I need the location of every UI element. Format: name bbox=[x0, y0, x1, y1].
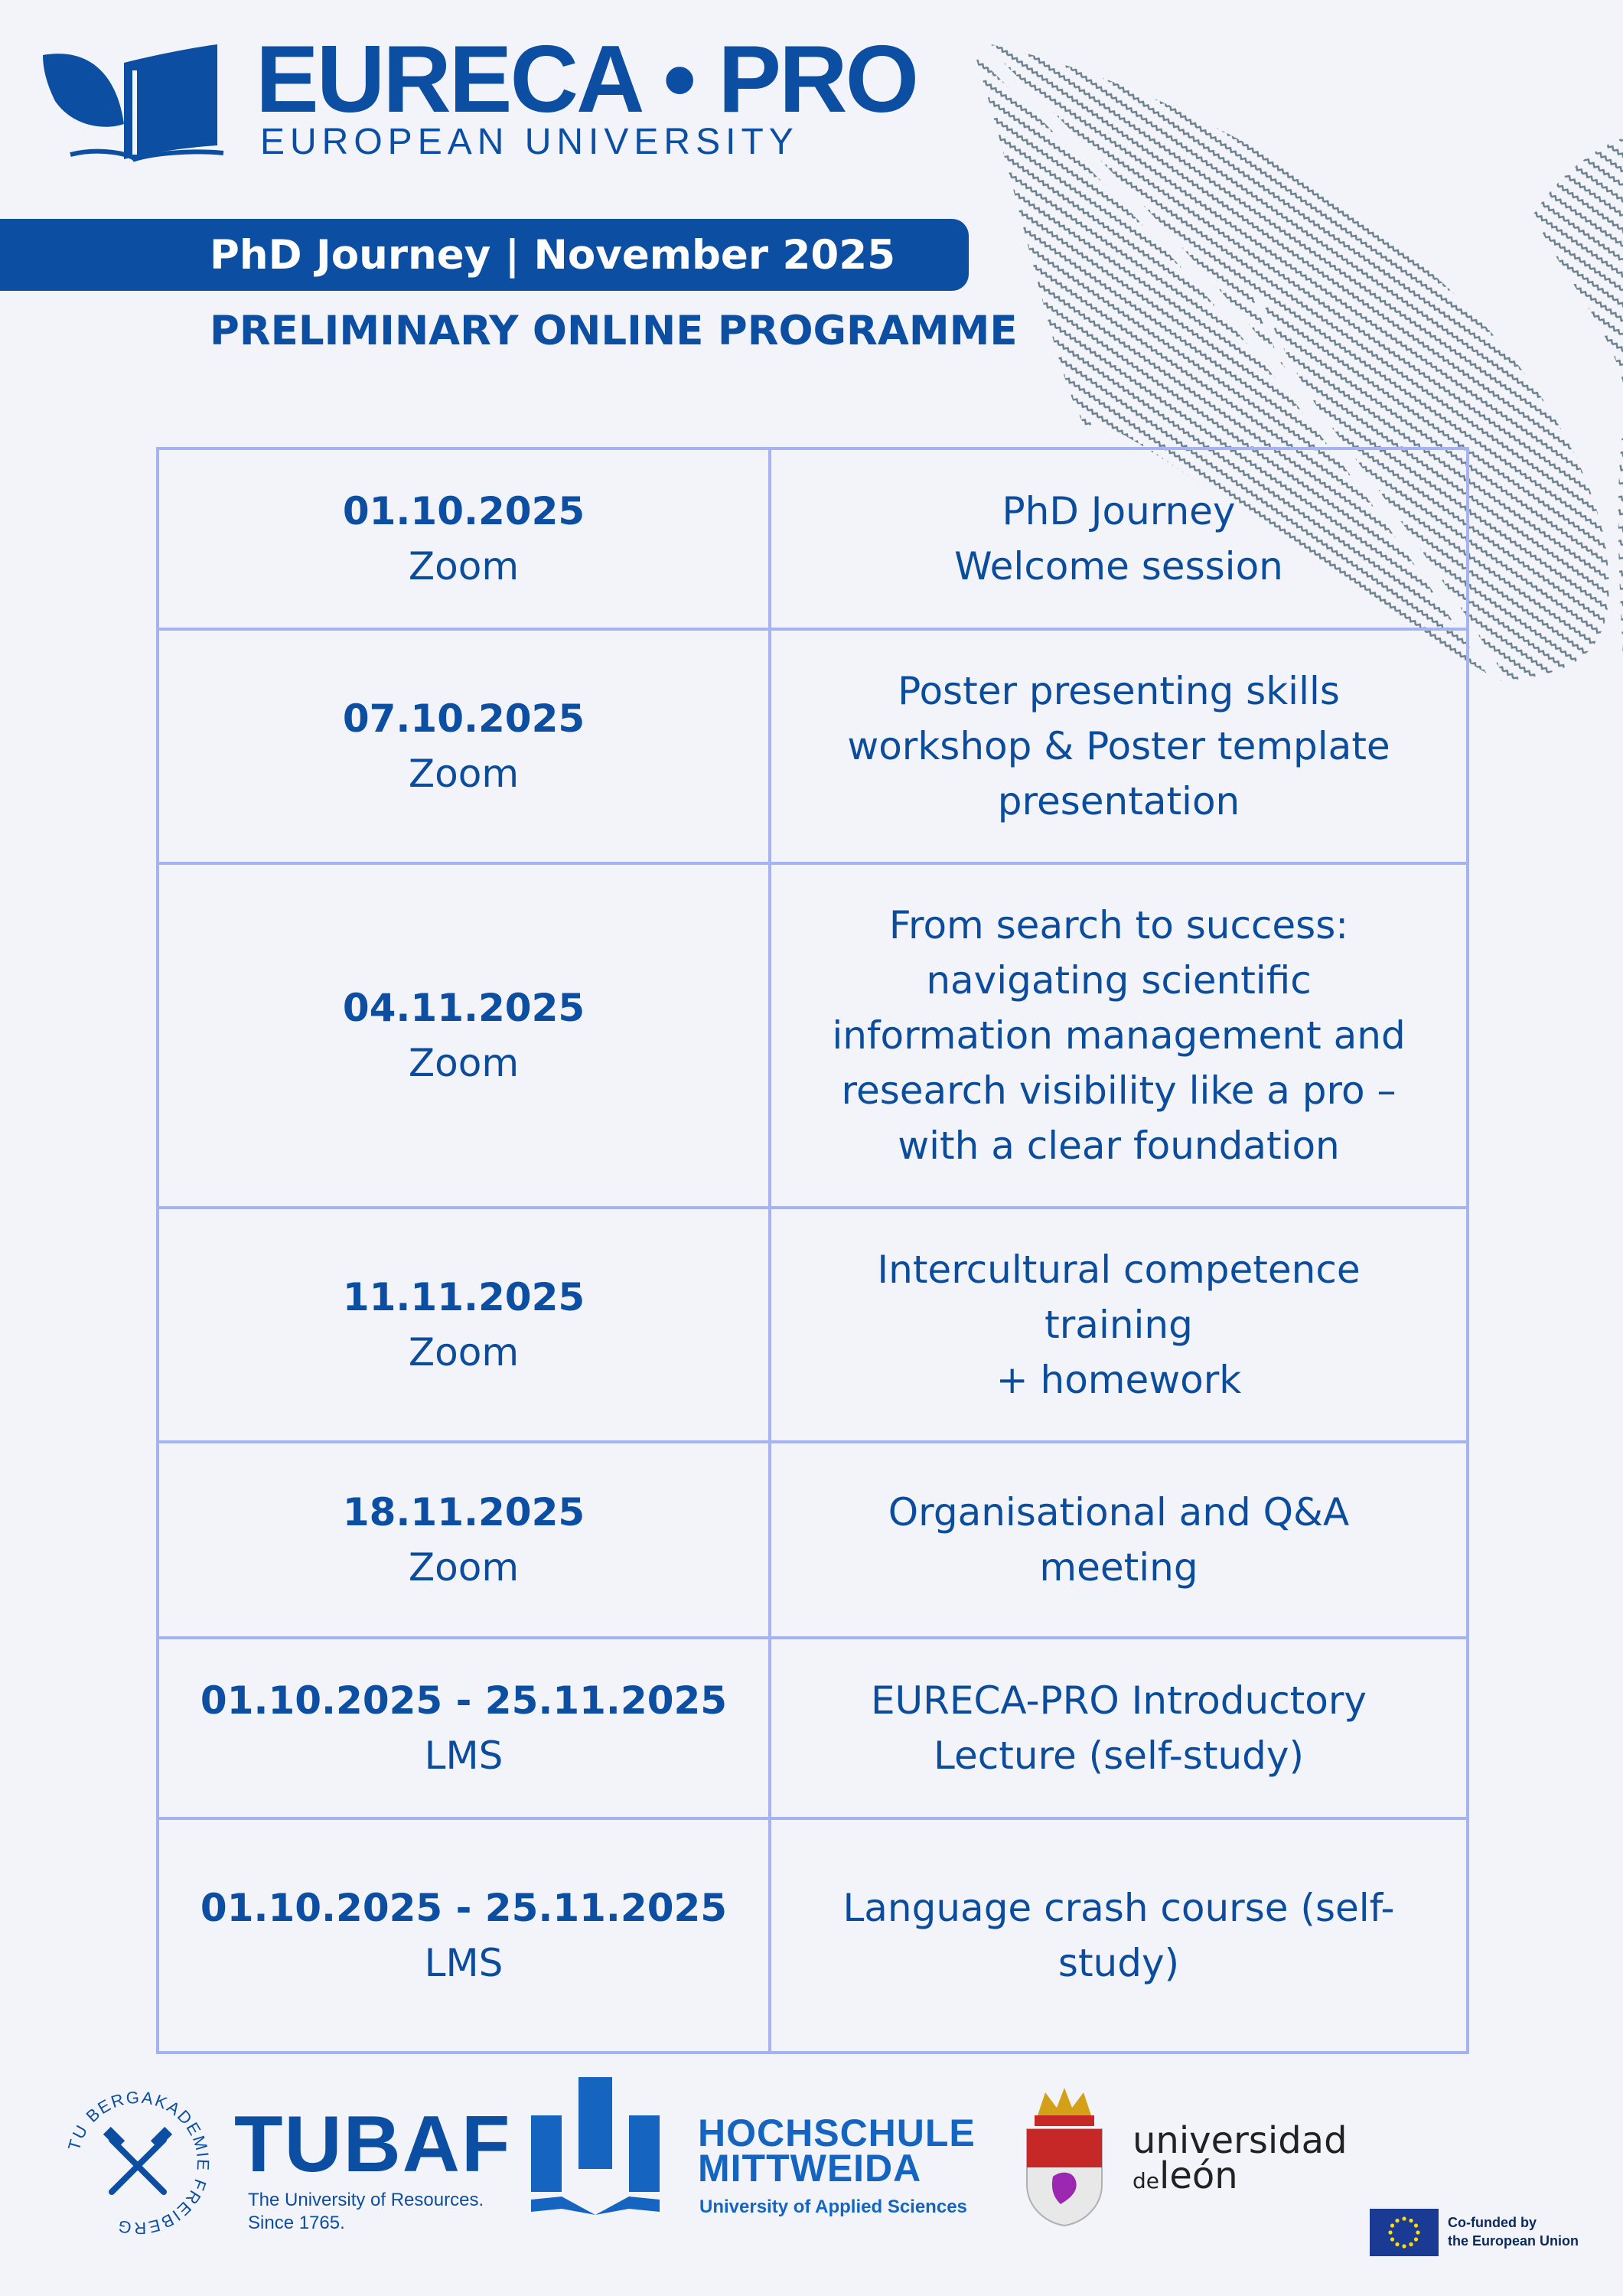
session-description-line: training bbox=[1045, 1303, 1193, 1347]
session-description-cell bbox=[770, 1442, 1468, 1638]
eu-flag-icon bbox=[1370, 2209, 1439, 2256]
eu-line-1: Co-funded by bbox=[1448, 2215, 1537, 2230]
hsmw-line-2: MITTWEIDA bbox=[698, 2147, 922, 2190]
session-platform: Zoom bbox=[408, 752, 520, 796]
session-description-line: Lecture (self-study) bbox=[934, 1733, 1304, 1778]
session-platform: Zoom bbox=[408, 1041, 520, 1085]
session-description-line: From search to success: bbox=[888, 903, 1349, 947]
session-description-line: Welcome session bbox=[954, 544, 1283, 589]
session-date: 18.11.2025 bbox=[342, 1490, 585, 1534]
session-description-line: research visibility like a pro – bbox=[841, 1068, 1396, 1113]
session-description-cell bbox=[770, 1638, 1468, 1818]
universidad-leon-crest-icon bbox=[1022, 2085, 1106, 2227]
programme-table bbox=[156, 447, 1469, 2054]
tubaf-tagline bbox=[248, 2189, 484, 2235]
session-description-line: workshop & Poster template bbox=[847, 724, 1390, 768]
tubaf-seal-text: TU BERGAKADEMIE FREIBERG bbox=[64, 2087, 213, 2239]
hochschule-mittweida-tagline: University of Applied Sciences bbox=[699, 2197, 967, 2217]
session-description-line: Language crash course (self- bbox=[842, 1886, 1395, 1930]
tubaf-tagline-line-2: Since 1765. bbox=[248, 2213, 345, 2233]
session-platform: Zoom bbox=[408, 1545, 520, 1590]
session-description-line: presentation bbox=[997, 779, 1240, 823]
eureca-pro-logo-icon bbox=[40, 40, 230, 162]
session-date-cell bbox=[158, 448, 770, 629]
session-platform: LMS bbox=[424, 1733, 504, 1778]
programme-heading: PRELIMINARY ONLINE PROGRAMME bbox=[210, 308, 1018, 354]
session-date-cell bbox=[158, 1208, 770, 1442]
session-date: 01.10.2025 - 25.11.2025 bbox=[200, 1886, 728, 1930]
session-description-line: navigating scientific bbox=[926, 958, 1312, 1003]
brand-title: EURECA • PRO bbox=[256, 27, 917, 132]
partner-logos bbox=[0, 2066, 1623, 2296]
session-date: 11.11.2025 bbox=[342, 1275, 585, 1319]
tubaf-tagline-line-1: The University of Resources. bbox=[248, 2190, 484, 2210]
session-description-cell bbox=[770, 448, 1468, 629]
tu-bergakademie-seal-icon bbox=[61, 2086, 214, 2239]
programme-row bbox=[158, 863, 1468, 1208]
hochschule-mittweida-logo-icon bbox=[531, 2077, 660, 2215]
leon-de: de bbox=[1133, 2168, 1159, 2193]
session-date: 04.11.2025 bbox=[342, 986, 585, 1030]
session-description-line: information management and bbox=[832, 1013, 1406, 1058]
session-date-cell bbox=[158, 1442, 770, 1638]
hsmw-line-1: HOCHSCHULE bbox=[698, 2112, 976, 2154]
session-description-line: Poster presenting skills bbox=[898, 669, 1340, 713]
programme-row bbox=[158, 1208, 1468, 1442]
session-date-cell bbox=[158, 1818, 770, 2053]
leon-line-1: universidad bbox=[1133, 2119, 1348, 2162]
session-platform: LMS bbox=[424, 1941, 504, 1985]
programme-row bbox=[158, 448, 1468, 629]
session-date: 01.10.2025 bbox=[342, 489, 585, 533]
session-description-line: study) bbox=[1058, 1941, 1180, 1985]
eu-cofunded-label bbox=[1448, 2213, 1579, 2250]
brand-subtitle: EUROPEAN UNIVERSITY bbox=[260, 122, 799, 162]
session-description-line: Organisational and Q&A bbox=[888, 1490, 1350, 1534]
session-description-line: + homework bbox=[996, 1358, 1242, 1402]
session-description-line: with a clear foundation bbox=[898, 1124, 1340, 1168]
session-date-cell bbox=[158, 1638, 770, 1818]
session-platform: Zoom bbox=[408, 544, 520, 589]
session-description-line: Intercultural competence bbox=[877, 1247, 1361, 1292]
session-description-cell bbox=[770, 863, 1468, 1208]
programme-row bbox=[158, 1818, 1468, 2053]
session-description-cell bbox=[770, 629, 1468, 863]
programme-row bbox=[158, 1442, 1468, 1638]
programme-row bbox=[158, 1638, 1468, 1818]
session-platform: Zoom bbox=[408, 1330, 520, 1375]
universidad-leon-wordmark bbox=[1133, 2119, 1348, 2199]
session-description-line: meeting bbox=[1039, 1545, 1198, 1590]
event-banner bbox=[0, 219, 969, 291]
session-date-cell bbox=[158, 863, 770, 1208]
session-description-cell bbox=[770, 1818, 1468, 2053]
hochschule-mittweida-wordmark bbox=[698, 2112, 976, 2190]
event-banner-label: PhD Journey | November 2025 bbox=[210, 231, 895, 279]
session-date: 07.10.2025 bbox=[342, 696, 585, 741]
session-description-line: EURECA-PRO Introductory bbox=[870, 1678, 1367, 1723]
eu-line-2: the European Union bbox=[1448, 2233, 1579, 2249]
session-date-cell bbox=[158, 629, 770, 863]
session-description-cell bbox=[770, 1208, 1468, 1442]
leon-line-2: león bbox=[1159, 2154, 1238, 2197]
tubaf-wordmark: TUBAF bbox=[234, 2100, 512, 2189]
session-description-line: PhD Journey bbox=[1002, 489, 1236, 533]
session-date: 01.10.2025 - 25.11.2025 bbox=[200, 1678, 728, 1723]
programme-row bbox=[158, 629, 1468, 863]
